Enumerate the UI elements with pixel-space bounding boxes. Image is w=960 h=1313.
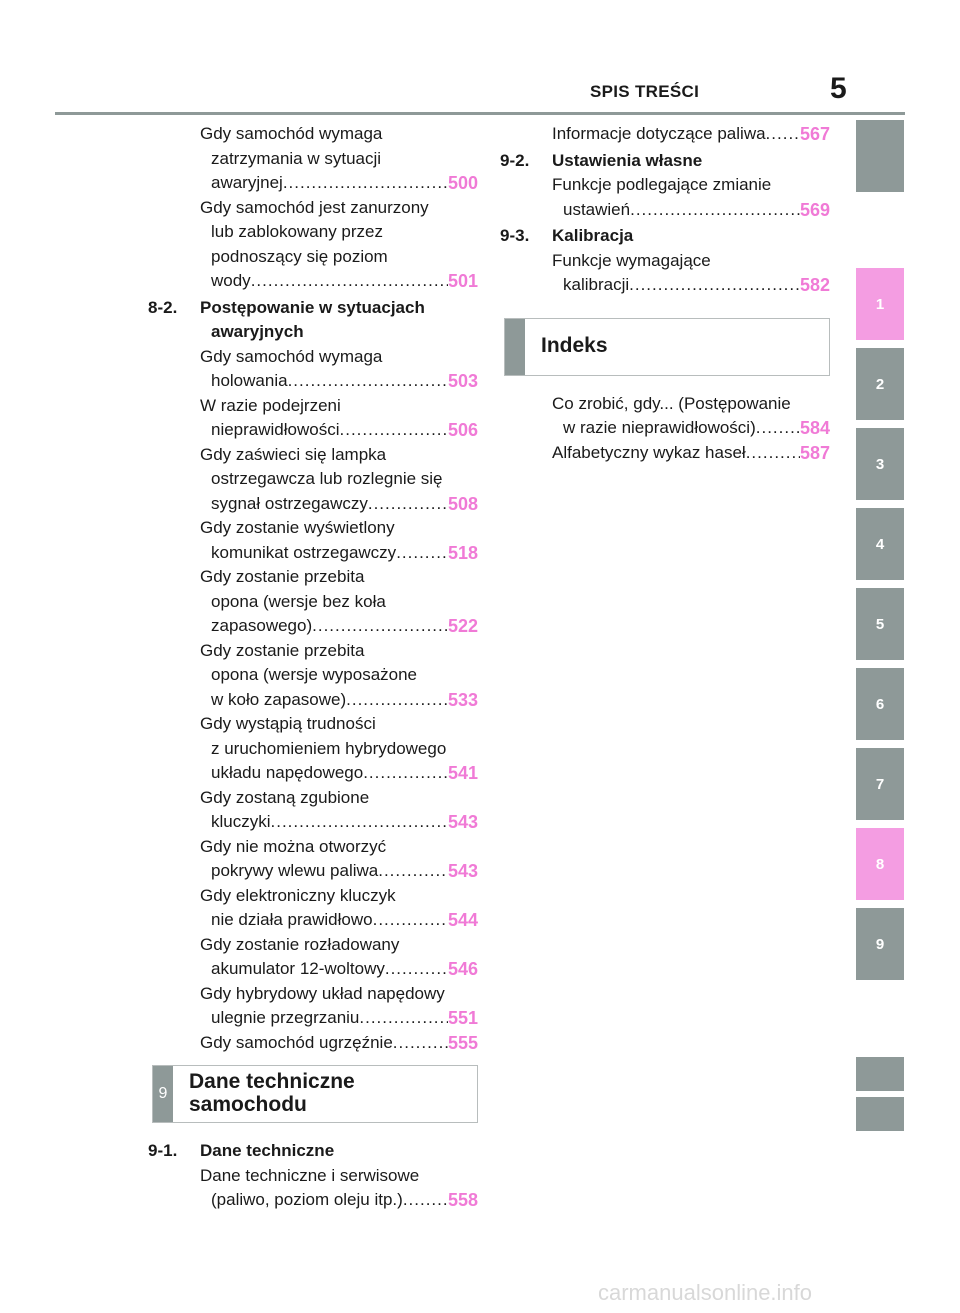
toc-entry-text: ustawień <box>563 199 631 219</box>
left-column <box>148 122 478 1213</box>
toc-entry[interactable] <box>148 196 478 294</box>
toc-entry[interactable] <box>148 565 478 639</box>
toc-entry-text: wody <box>211 271 251 290</box>
toc-entry-last-line <box>200 492 478 517</box>
page-link[interactable]: 533 <box>447 689 478 710</box>
page-link[interactable]: 555 <box>447 1032 478 1053</box>
toc-entry-text: Gdy zostanie przebita <box>200 640 365 660</box>
entries-9-2 <box>500 173 830 222</box>
toc-entry-text: nie działa prawidłowo <box>211 910 373 929</box>
section-9-3-heading <box>500 224 830 249</box>
section-title: Dane techniczne <box>200 1141 335 1160</box>
toc-entry-text: Gdy zostanie wyświetlony <box>200 518 395 537</box>
toc-entry-last-line <box>552 198 830 223</box>
toc-entry[interactable] <box>500 122 830 147</box>
toc-entry-last-line <box>200 269 478 294</box>
toc-entry-last-line <box>200 1006 478 1031</box>
toc-entry-text: Gdy wystąpią trudności <box>200 714 376 733</box>
dot-leader <box>396 541 448 566</box>
page-link[interactable]: 501 <box>447 271 478 291</box>
toc-entry-last-line <box>200 859 478 884</box>
toc-entry-last-line <box>552 273 830 298</box>
toc-entry-text: zapasowego) <box>211 616 313 635</box>
page-link[interactable]: 522 <box>447 616 478 636</box>
page-link[interactable]: 518 <box>447 542 478 563</box>
page-link[interactable]: 587 <box>799 442 830 463</box>
toc-entry-last-line <box>200 761 478 786</box>
side-tab-1[interactable]: 1 <box>856 268 904 340</box>
dot-leader <box>746 441 800 466</box>
toc-entry[interactable] <box>148 982 478 1031</box>
toc-entry-text: opona (wersje bez koła <box>211 591 386 611</box>
toc-entry-text: kluczyki <box>211 812 271 831</box>
toc-entry-text: Gdy samochód wymaga <box>200 346 383 366</box>
chapter-title-line1: Dane techniczne <box>189 1070 355 1093</box>
side-tab-8[interactable]: 8 <box>856 828 904 900</box>
toc-entry-last-line <box>200 688 478 713</box>
toc-entry-text: akumulator 12-woltowy <box>211 959 385 978</box>
dot-leader <box>373 908 448 933</box>
toc-entry[interactable] <box>148 835 478 884</box>
toc-entry-last-line <box>200 369 478 394</box>
toc-entry-text: nieprawidłowości <box>211 420 340 439</box>
toc-entry-text: Gdy samochód ugrzęźnie <box>200 1032 393 1052</box>
toc-entry-text: Funkcje wymagające <box>552 250 711 270</box>
dot-leader <box>766 122 800 147</box>
toc-entry[interactable] <box>500 249 830 298</box>
section-title: Kalibracja <box>552 226 634 245</box>
toc-entry[interactable] <box>148 1031 478 1056</box>
side-tab-7[interactable]: 7 <box>856 748 904 820</box>
page-link[interactable]: 543 <box>447 812 478 832</box>
watermark: carmanualsonline.info <box>598 1280 813 1305</box>
dot-leader <box>385 957 448 982</box>
index-title: Indeks <box>541 333 608 357</box>
section-9-1-heading <box>148 1139 478 1164</box>
toc-entry-text: Funkcje podlegające zmianie <box>552 175 772 194</box>
toc-entry-last-line <box>200 614 478 639</box>
toc-entry-text: Dane techniczne i serwisowe <box>200 1165 420 1185</box>
toc-entry-last-line <box>200 541 478 566</box>
chapter-9-title <box>189 1070 355 1116</box>
toc-entry-text: komunikat ostrzegawczy <box>211 542 397 562</box>
page-link[interactable]: 584 <box>799 418 830 438</box>
toc-entry-text: z uruchomieniem hybrydowego <box>211 738 447 758</box>
page-link[interactable]: 500 <box>447 173 478 193</box>
toc-entry-text: holowania <box>211 371 288 390</box>
dot-leader <box>312 614 448 639</box>
toc-entry-text: w razie nieprawidłowości) <box>563 418 756 437</box>
page-link[interactable]: 551 <box>447 1008 478 1028</box>
page-link[interactable]: 582 <box>799 275 830 295</box>
toc-entry-text: w koło zapasowe) <box>211 689 347 709</box>
dot-leader <box>630 198 800 223</box>
toc-entry-text: sygnał ostrzegawczy <box>211 493 368 513</box>
toc-entry-text: lub zablokowany przez <box>211 222 383 241</box>
side-tab-5[interactable]: 5 <box>856 588 904 660</box>
toc-entry-text: Gdy elektroniczny kluczyk <box>200 885 396 905</box>
side-tab-4[interactable]: 4 <box>856 508 904 580</box>
toc-entry[interactable] <box>148 443 478 517</box>
toc-entry-last-line <box>200 171 478 196</box>
toc-entry[interactable] <box>148 712 478 786</box>
entries-9-3 <box>500 249 830 298</box>
dot-leader <box>340 418 448 443</box>
dot-leader <box>283 171 448 196</box>
toc-entry-text: awaryjnej <box>211 173 283 192</box>
side-tab-blank-bottom-1[interactable] <box>856 1057 904 1091</box>
toc-entry[interactable] <box>148 933 478 982</box>
dot-leader <box>629 273 800 298</box>
toc-entry-text: Gdy samochód jest zanurzony <box>200 197 429 217</box>
toc-entry-text: Co zrobić, gdy... (Postępowanie <box>552 393 791 413</box>
dot-leader <box>359 1006 448 1031</box>
page-number: 5 <box>830 72 847 105</box>
side-tab-9[interactable]: 9 <box>856 908 904 980</box>
toc-entry-last-line <box>200 957 478 982</box>
side-tab-blank-bottom-2[interactable] <box>856 1097 904 1131</box>
chapter-title-line2: samochodu <box>189 1093 307 1116</box>
toc-entry[interactable] <box>500 441 830 466</box>
chapter-9-box[interactable] <box>152 1065 478 1123</box>
side-tab-6[interactable]: 6 <box>856 668 904 740</box>
page-link[interactable]: 558 <box>447 1190 478 1210</box>
header-title: SPIS TREŚCI <box>590 82 700 101</box>
page-link[interactable]: 569 <box>799 199 830 220</box>
dot-leader <box>346 688 448 713</box>
section-number: 9-1. <box>148 1141 178 1160</box>
toc-entry-last-line <box>200 1031 478 1056</box>
toc-entry-text: W razie podejrzeni <box>200 395 341 415</box>
toc-entry-text: zatrzymania w sytuacji <box>211 148 382 168</box>
section-title: Ustawienia własne <box>552 150 703 170</box>
section-number: 9-2. <box>500 150 530 170</box>
toc-entry-last-line <box>552 416 830 441</box>
toc-entry[interactable] <box>148 1164 478 1213</box>
side-tab-blank-top[interactable] <box>856 120 904 192</box>
dot-leader <box>363 761 448 786</box>
toc-entry[interactable] <box>148 639 478 713</box>
dot-leader <box>288 369 448 394</box>
toc-entry[interactable] <box>148 884 478 933</box>
header-rule <box>55 112 905 115</box>
toc-entry[interactable] <box>148 122 478 196</box>
toc-entry-text: Gdy zostanie rozładowany <box>200 934 400 954</box>
toc-entry-text: opona (wersje wyposażone <box>211 665 418 684</box>
page-link[interactable]: 567 <box>799 124 830 144</box>
toc-entry-text: układu napędowego <box>211 763 364 782</box>
side-tab-2[interactable]: 2 <box>856 348 904 420</box>
toc-entry-text: podnoszący się poziom <box>211 246 388 266</box>
toc-entry-text: Gdy zostaną zgubione <box>200 787 370 807</box>
toc-entry[interactable] <box>148 345 478 394</box>
toc-entry-text: Alfabetyczny wykaz haseł <box>552 442 746 462</box>
right-column <box>500 122 830 465</box>
section-number: 9-3. <box>500 226 530 245</box>
page-link[interactable]: 544 <box>447 910 478 930</box>
section-9-2-heading <box>500 149 830 174</box>
chapter-9-marker: 9 <box>153 1066 173 1122</box>
dot-leader <box>393 1031 448 1056</box>
toc-entry[interactable] <box>148 786 478 835</box>
toc-entry[interactable] <box>500 173 830 222</box>
toc-entry-last-line <box>200 810 478 835</box>
dot-leader <box>368 492 448 517</box>
toc-entry-last-line <box>552 122 830 147</box>
toc-entry[interactable] <box>148 394 478 443</box>
toc-entry-text: (paliwo, poziom oleju itp.) <box>211 1190 403 1209</box>
section-title: Postępowanie w sytuacjach <box>200 297 425 317</box>
toc-entry-text: pokrywy wlewu paliwa <box>211 861 379 880</box>
toc-entry-text: Informacje dotyczące paliwa <box>552 124 766 143</box>
dot-leader <box>756 416 800 441</box>
toc-entry-text: ulegnie przegrzaniu <box>211 1008 360 1027</box>
toc-entry-text: Gdy samochód wymaga <box>200 124 383 143</box>
toc-entry-last-line <box>200 418 478 443</box>
index-box[interactable] <box>504 318 830 376</box>
entries-index <box>500 392 830 466</box>
toc-entry[interactable] <box>148 516 478 565</box>
toc-entry-text: Gdy zostanie przebita <box>200 567 365 586</box>
entries-9-1 <box>148 1164 478 1213</box>
toc-entry-text: ostrzegawcza lub rozlegnie się <box>211 469 443 488</box>
dot-leader <box>271 810 448 835</box>
page-link[interactable]: 508 <box>447 493 478 514</box>
toc-entry-last-line <box>552 441 830 466</box>
page-link[interactable]: 503 <box>447 371 478 391</box>
toc-entry-last-line <box>200 908 478 933</box>
toc-entry-text: Gdy nie można otworzyć <box>200 836 387 856</box>
page-link[interactable]: 543 <box>447 861 478 881</box>
toc-entry-last-line <box>200 1188 478 1213</box>
page-link[interactable]: 506 <box>447 420 478 440</box>
page-link[interactable]: 546 <box>447 959 478 979</box>
section-number: 8-2. <box>148 297 178 317</box>
section-8-2-heading <box>148 296 478 345</box>
toc-entry[interactable] <box>500 392 830 441</box>
section-title-cont: awaryjnych <box>211 322 304 341</box>
toc-entry-text: Gdy hybrydowy układ napędowy <box>200 983 445 1003</box>
entries-8-2 <box>148 345 478 1056</box>
dot-leader <box>378 859 448 884</box>
toc-entry-text: Gdy zaświeci się lampka <box>200 444 387 464</box>
entries-top <box>148 122 478 294</box>
dot-leader <box>251 269 448 294</box>
dot-leader <box>403 1188 448 1213</box>
page-link[interactable]: 541 <box>447 763 478 783</box>
toc-entry-text: kalibracji <box>563 275 630 294</box>
side-tab-3[interactable]: 3 <box>856 428 904 500</box>
entries-top <box>500 122 830 147</box>
index-marker <box>505 319 525 375</box>
